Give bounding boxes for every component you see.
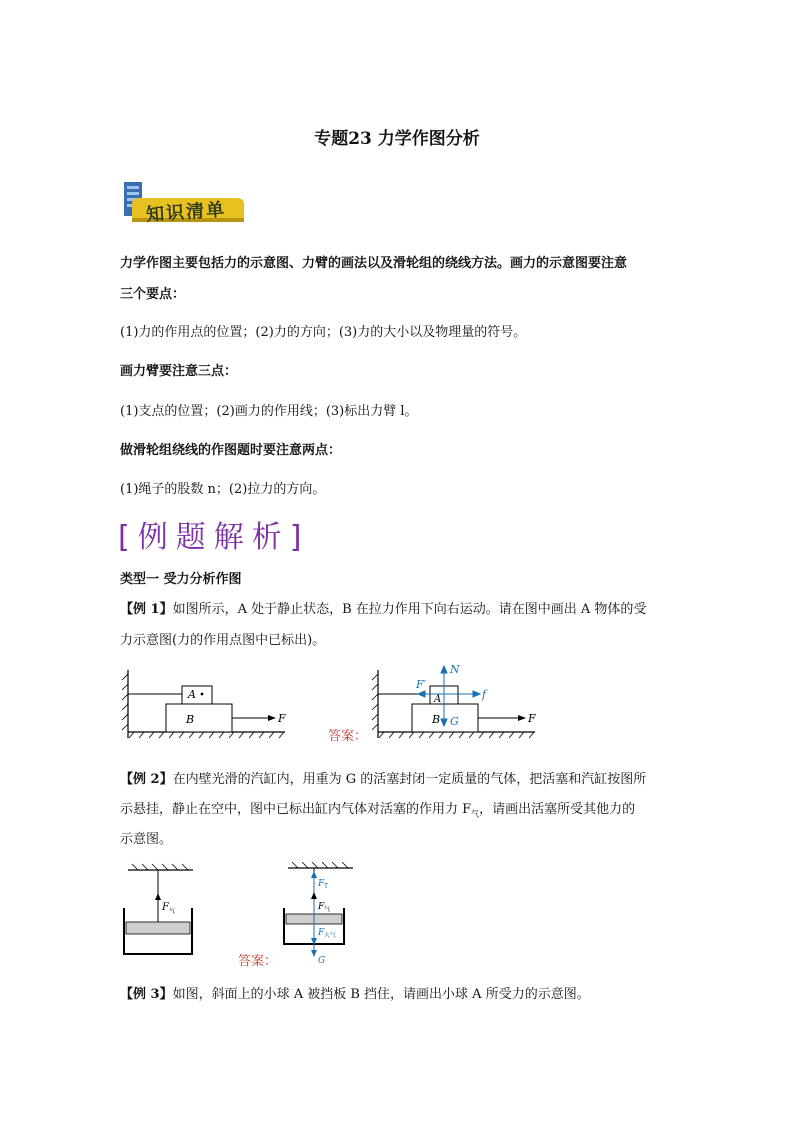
example-2-question-figure [118, 862, 208, 967]
fig1ans-label-f: F [528, 712, 536, 725]
example-2-answer-figure [278, 862, 368, 967]
example-2-text-2: 示悬挂，静止在空中，图中已标出缸内气体对活塞的作用力 F [120, 802, 472, 817]
fig2-label-fgas: F [162, 902, 169, 913]
example-1-text-1: 如图所示，A 处于静止状态，B 在拉力作用下向右运动。请在图中画出 A 物体的受 [172, 602, 647, 617]
fig1ans-label-fprime: F′ [416, 678, 427, 691]
example-3-label: 【例 3】 [120, 987, 173, 1002]
example-2-line-1 [120, 770, 690, 790]
knowledge-list-badge [120, 178, 245, 228]
intro-line-1: 力学作图主要包括力的示意图、力臂的画法以及滑轮组的绕线方法。画力的示意图要注意 [120, 256, 628, 271]
example-2-line-3: 示意图。 [120, 832, 173, 847]
fig1ans-label-n: N [450, 663, 460, 676]
fig2ans-label-fgas-sub: 气 [324, 906, 331, 913]
example-2-label: 【例 2】 [120, 772, 173, 787]
example-2-text-1: 在内壁光滑的汽缸内，用重为 G 的活塞封闭一定质量的气体，把活塞和汽缸按图所 [172, 772, 647, 787]
fig2ans-label-ft: F [318, 879, 325, 889]
fig1ans-label-g: G [450, 715, 459, 728]
example-1-label: 【例 1】 [120, 602, 173, 617]
example-2-line-2 [120, 800, 690, 825]
fig2ans-label-fatm-sub: 大气 [324, 932, 337, 939]
fig2ans-label-g: G [318, 956, 326, 966]
intro-points-3: (1)绳子的股数 n；(2)拉力的方向。 [120, 482, 326, 497]
examples-banner: [例题解析] [118, 520, 310, 555]
fig2ans-label-ft-sub: T [324, 883, 329, 890]
example-2-answer-label: 答案： [238, 954, 278, 969]
page-title: 专题23 力学作图分析 [314, 129, 480, 149]
example-1-answer-figure [370, 660, 550, 745]
example-1-line-2: 力示意图(力的作用点图中已标出)。 [120, 633, 326, 648]
example-1-question-figure [120, 660, 300, 745]
intro-heading-pulley: 做滑轮组绕线的作图题时要注意两点： [120, 443, 342, 458]
type-heading: 类型一 受力分析作图 [120, 572, 242, 587]
example-2-text-2-end: ，请画出活塞所受其他力的 [479, 802, 636, 817]
fig2ans-label-fatm: F [318, 928, 325, 938]
fig1-label-f: F [278, 712, 286, 725]
intro-heading-arm: 画力臂要注意三点： [120, 364, 238, 379]
fig1ans-label-f-small: f [482, 688, 487, 701]
intro-points-1: (1)力的作用点的位置；(2)力的方向；(3)力的大小以及物理量的符号。 [120, 325, 527, 340]
example-3-text: 如图，斜面上的小球 A 被挡板 B 挡住，请画出小球 A 所受力的示意图。 [172, 987, 590, 1002]
fig1-label-b: B [186, 713, 195, 726]
example-1-answer-label: 答案： [328, 729, 368, 744]
fig1-label-a: A [188, 688, 196, 701]
fig1ans-label-a: A [434, 694, 442, 705]
fig1ans-label-b: B [432, 713, 441, 726]
intro-line-2: 三个要点： [120, 287, 186, 302]
fig2-label-fgas-sub: 气 [169, 908, 176, 915]
example-1-line-1 [120, 600, 690, 620]
badge-text: 知识清单 [145, 199, 227, 226]
example-2-text-2-sub: 气 [471, 809, 480, 819]
example-3-line-1 [120, 985, 690, 1005]
intro-points-2: (1)支点的位置；(2)画力的作用线；(3)标出力臂 l。 [120, 404, 418, 419]
fig2ans-label-fgas: F [318, 902, 325, 912]
